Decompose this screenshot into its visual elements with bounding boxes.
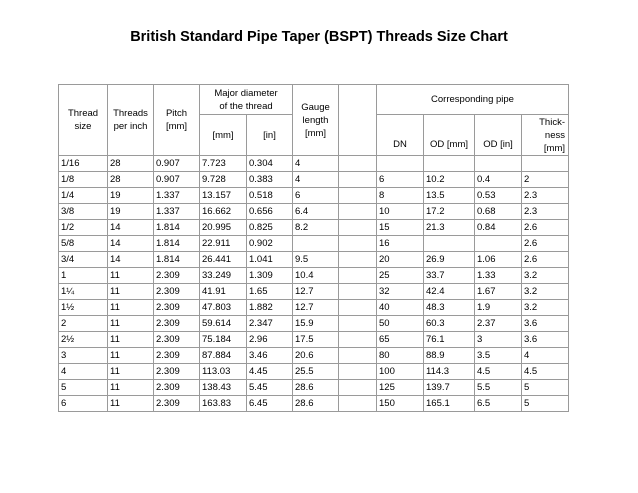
column-gap — [339, 220, 377, 236]
table-row — [59, 300, 569, 316]
cell-od-mm: 26.9 — [424, 252, 475, 268]
cell-major-in: 2.347 — [247, 316, 293, 332]
cell-threads-per-inch: 14 — [108, 220, 154, 236]
column-gap — [339, 316, 377, 332]
cell-thickness: 2.6 — [522, 236, 569, 252]
cell-threads-per-inch: 11 — [108, 380, 154, 396]
cell-gauge-length: 12.7 — [293, 300, 339, 316]
cell-od-mm: 88.9 — [424, 348, 475, 364]
cell-major-mm: 16.662 — [200, 204, 247, 220]
cell-od-in: 0.68 — [475, 204, 522, 220]
cell-thickness: 5 — [522, 380, 569, 396]
column-gap — [339, 236, 377, 252]
cell-major-mm: 41.91 — [200, 284, 247, 300]
cell-od-mm: 21.3 — [424, 220, 475, 236]
cell-thread-size: 1/4 — [59, 188, 108, 204]
table-row — [59, 188, 569, 204]
cell-thickness — [522, 156, 569, 172]
cell-major-mm: 22.911 — [200, 236, 247, 252]
cell-od-mm — [424, 236, 475, 252]
cell-major-mm: 75.184 — [200, 332, 247, 348]
column-gap — [339, 204, 377, 220]
cell-major-mm: 7.723 — [200, 156, 247, 172]
cell-od-in: 1.33 — [475, 268, 522, 284]
cell-major-in: 0.902 — [247, 236, 293, 252]
cell-dn: 32 — [377, 284, 424, 300]
cell-major-in: 0.304 — [247, 156, 293, 172]
cell-od-in: 0.4 — [475, 172, 522, 188]
cell-major-in: 3.46 — [247, 348, 293, 364]
header-threads-per-inch: Threads per inch — [108, 85, 154, 156]
cell-threads-per-inch: 11 — [108, 332, 154, 348]
cell-pitch: 2.309 — [154, 268, 200, 284]
cell-od-mm: 48.3 — [424, 300, 475, 316]
cell-thread-size: 1/2 — [59, 220, 108, 236]
cell-gauge-length: 9.5 — [293, 252, 339, 268]
table-body — [59, 156, 569, 412]
cell-pitch: 2.309 — [154, 284, 200, 300]
cell-od-in: 2.37 — [475, 316, 522, 332]
header-gauge-length: Gauge length [mm] — [293, 85, 339, 156]
cell-gauge-length: 15.9 — [293, 316, 339, 332]
cell-thickness: 2.6 — [522, 252, 569, 268]
column-gap — [339, 172, 377, 188]
cell-major-in: 0.518 — [247, 188, 293, 204]
cell-od-in: 0.84 — [475, 220, 522, 236]
header-major-in: [in] — [247, 115, 293, 156]
cell-dn: 6 — [377, 172, 424, 188]
cell-major-mm: 138.43 — [200, 380, 247, 396]
cell-od-in: 3 — [475, 332, 522, 348]
cell-od-in: 6.5 — [475, 396, 522, 412]
cell-threads-per-inch: 11 — [108, 268, 154, 284]
table-row — [59, 252, 569, 268]
header-pitch: Pitch [mm] — [154, 85, 200, 156]
cell-major-mm: 113.03 — [200, 364, 247, 380]
cell-thickness: 3.6 — [522, 316, 569, 332]
cell-major-mm: 87.884 — [200, 348, 247, 364]
cell-dn: 15 — [377, 220, 424, 236]
cell-od-in — [475, 236, 522, 252]
cell-dn: 125 — [377, 380, 424, 396]
cell-pitch: 2.309 — [154, 332, 200, 348]
cell-pitch: 2.309 — [154, 300, 200, 316]
cell-dn: 8 — [377, 188, 424, 204]
cell-gauge-length: 28.6 — [293, 396, 339, 412]
cell-dn: 65 — [377, 332, 424, 348]
cell-thickness: 2.3 — [522, 204, 569, 220]
column-gap — [339, 268, 377, 284]
cell-major-mm: 47.803 — [200, 300, 247, 316]
cell-major-mm: 59.614 — [200, 316, 247, 332]
header-major-diameter: Major diameter of the thread — [200, 85, 293, 115]
cell-dn: 150 — [377, 396, 424, 412]
header-thickness: Thick- ness [mm] — [522, 115, 569, 156]
cell-od-in: 3.5 — [475, 348, 522, 364]
cell-thread-size: 1/8 — [59, 172, 108, 188]
cell-pitch: 0.907 — [154, 156, 200, 172]
cell-gauge-length — [293, 236, 339, 252]
cell-thread-size: 3/8 — [59, 204, 108, 220]
cell-thickness: 3.2 — [522, 300, 569, 316]
column-gap — [339, 300, 377, 316]
cell-od-mm: 10.2 — [424, 172, 475, 188]
cell-major-in: 0.656 — [247, 204, 293, 220]
cell-major-in: 1.65 — [247, 284, 293, 300]
cell-od-mm: 33.7 — [424, 268, 475, 284]
cell-threads-per-inch: 11 — [108, 348, 154, 364]
column-gap — [339, 332, 377, 348]
cell-major-in: 1.041 — [247, 252, 293, 268]
cell-major-mm: 33.249 — [200, 268, 247, 284]
cell-major-mm: 20.995 — [200, 220, 247, 236]
cell-major-mm: 26.441 — [200, 252, 247, 268]
cell-thickness: 2 — [522, 172, 569, 188]
table-row — [59, 220, 569, 236]
cell-thread-size: 1¼ — [59, 284, 108, 300]
cell-major-mm: 163.83 — [200, 396, 247, 412]
column-gap — [339, 364, 377, 380]
cell-threads-per-inch: 11 — [108, 300, 154, 316]
cell-pitch: 1.814 — [154, 252, 200, 268]
cell-pitch: 2.309 — [154, 396, 200, 412]
cell-thread-size: 2 — [59, 316, 108, 332]
cell-od-mm: 13.5 — [424, 188, 475, 204]
table-row — [59, 268, 569, 284]
cell-od-mm: 42.4 — [424, 284, 475, 300]
column-gap — [339, 188, 377, 204]
table-row — [59, 156, 569, 172]
table-row — [59, 348, 569, 364]
cell-pitch: 1.814 — [154, 220, 200, 236]
cell-thread-size: 5 — [59, 380, 108, 396]
column-gap — [339, 252, 377, 268]
cell-major-in: 6.45 — [247, 396, 293, 412]
cell-threads-per-inch: 11 — [108, 396, 154, 412]
cell-gauge-length: 6.4 — [293, 204, 339, 220]
cell-threads-per-inch: 19 — [108, 204, 154, 220]
table-row — [59, 316, 569, 332]
cell-od-mm: 114.3 — [424, 364, 475, 380]
cell-thread-size: 1½ — [59, 300, 108, 316]
table-row — [59, 204, 569, 220]
cell-threads-per-inch: 11 — [108, 284, 154, 300]
cell-major-in: 1.309 — [247, 268, 293, 284]
cell-dn: 25 — [377, 268, 424, 284]
cell-od-mm — [424, 156, 475, 172]
cell-thickness: 4.5 — [522, 364, 569, 380]
cell-od-mm: 17.2 — [424, 204, 475, 220]
cell-threads-per-inch: 11 — [108, 316, 154, 332]
table-row — [59, 396, 569, 412]
cell-threads-per-inch: 14 — [108, 252, 154, 268]
cell-thickness: 3.2 — [522, 268, 569, 284]
column-gap — [339, 348, 377, 364]
cell-od-in: 5.5 — [475, 380, 522, 396]
cell-od-in: 1.67 — [475, 284, 522, 300]
cell-thickness: 3.2 — [522, 284, 569, 300]
cell-gauge-length: 12.7 — [293, 284, 339, 300]
cell-od-in — [475, 156, 522, 172]
cell-od-mm: 165.1 — [424, 396, 475, 412]
cell-pitch: 2.309 — [154, 348, 200, 364]
cell-pitch: 1.814 — [154, 236, 200, 252]
column-gap — [339, 156, 377, 172]
cell-thickness: 2.3 — [522, 188, 569, 204]
column-gap — [339, 85, 377, 156]
table-row — [59, 236, 569, 252]
cell-dn: 40 — [377, 300, 424, 316]
table-row — [59, 380, 569, 396]
cell-thread-size: 3/4 — [59, 252, 108, 268]
cell-od-in: 0.53 — [475, 188, 522, 204]
cell-thread-size: 2½ — [59, 332, 108, 348]
cell-major-in: 4.45 — [247, 364, 293, 380]
cell-major-in: 0.383 — [247, 172, 293, 188]
cell-major-in: 1.882 — [247, 300, 293, 316]
header-thread-size: Thread size — [59, 85, 108, 156]
cell-gauge-length: 4 — [293, 172, 339, 188]
cell-dn: 20 — [377, 252, 424, 268]
cell-dn: 50 — [377, 316, 424, 332]
cell-major-mm: 13.157 — [200, 188, 247, 204]
cell-gauge-length: 6 — [293, 188, 339, 204]
cell-dn: 16 — [377, 236, 424, 252]
cell-threads-per-inch: 11 — [108, 364, 154, 380]
cell-thread-size: 1 — [59, 268, 108, 284]
cell-major-in: 5.45 — [247, 380, 293, 396]
cell-pitch: 2.309 — [154, 364, 200, 380]
page-title: British Standard Pipe Taper (BSPT) Threads Size Chart — [130, 29, 508, 45]
cell-dn: 10 — [377, 204, 424, 220]
column-gap — [339, 380, 377, 396]
cell-gauge-length: 8.2 — [293, 220, 339, 236]
cell-thickness: 3.6 — [522, 332, 569, 348]
cell-od-mm: 60.3 — [424, 316, 475, 332]
header-major-mm: [mm] — [200, 115, 247, 156]
cell-pitch: 1.337 — [154, 204, 200, 220]
cell-od-in: 4.5 — [475, 364, 522, 380]
header-dn: DN — [377, 115, 424, 156]
cell-gauge-length: 20.6 — [293, 348, 339, 364]
column-gap — [339, 284, 377, 300]
cell-major-mm: 9.728 — [200, 172, 247, 188]
table-row — [59, 172, 569, 188]
cell-thickness: 2.6 — [522, 220, 569, 236]
cell-gauge-length: 4 — [293, 156, 339, 172]
cell-pitch: 2.309 — [154, 380, 200, 396]
cell-threads-per-inch: 14 — [108, 236, 154, 252]
cell-thread-size: 5/8 — [59, 236, 108, 252]
cell-dn: 80 — [377, 348, 424, 364]
cell-thread-size: 1/16 — [59, 156, 108, 172]
cell-gauge-length: 10.4 — [293, 268, 339, 284]
header-corresponding-pipe: Corresponding pipe — [377, 85, 569, 115]
table-row — [59, 364, 569, 380]
bspt-size-table — [58, 84, 569, 412]
column-gap — [339, 396, 377, 412]
cell-gauge-length: 28.6 — [293, 380, 339, 396]
cell-major-in: 0.825 — [247, 220, 293, 236]
cell-pitch: 0.907 — [154, 172, 200, 188]
cell-gauge-length: 17.5 — [293, 332, 339, 348]
cell-od-in: 1.9 — [475, 300, 522, 316]
cell-od-mm: 139.7 — [424, 380, 475, 396]
cell-thread-size: 4 — [59, 364, 108, 380]
cell-pitch: 2.309 — [154, 316, 200, 332]
cell-thread-size: 6 — [59, 396, 108, 412]
cell-od-mm: 76.1 — [424, 332, 475, 348]
cell-thread-size: 3 — [59, 348, 108, 364]
cell-dn — [377, 156, 424, 172]
cell-major-in: 2.96 — [247, 332, 293, 348]
cell-thickness: 5 — [522, 396, 569, 412]
table-row — [59, 284, 569, 300]
cell-dn: 100 — [377, 364, 424, 380]
cell-threads-per-inch: 28 — [108, 172, 154, 188]
cell-od-in: 1.06 — [475, 252, 522, 268]
cell-gauge-length: 25.5 — [293, 364, 339, 380]
table-row — [59, 332, 569, 348]
header-od-in: OD [in] — [475, 115, 522, 156]
cell-threads-per-inch: 28 — [108, 156, 154, 172]
cell-threads-per-inch: 19 — [108, 188, 154, 204]
header-od-mm: OD [mm] — [424, 115, 475, 156]
cell-pitch: 1.337 — [154, 188, 200, 204]
cell-thickness: 4 — [522, 348, 569, 364]
